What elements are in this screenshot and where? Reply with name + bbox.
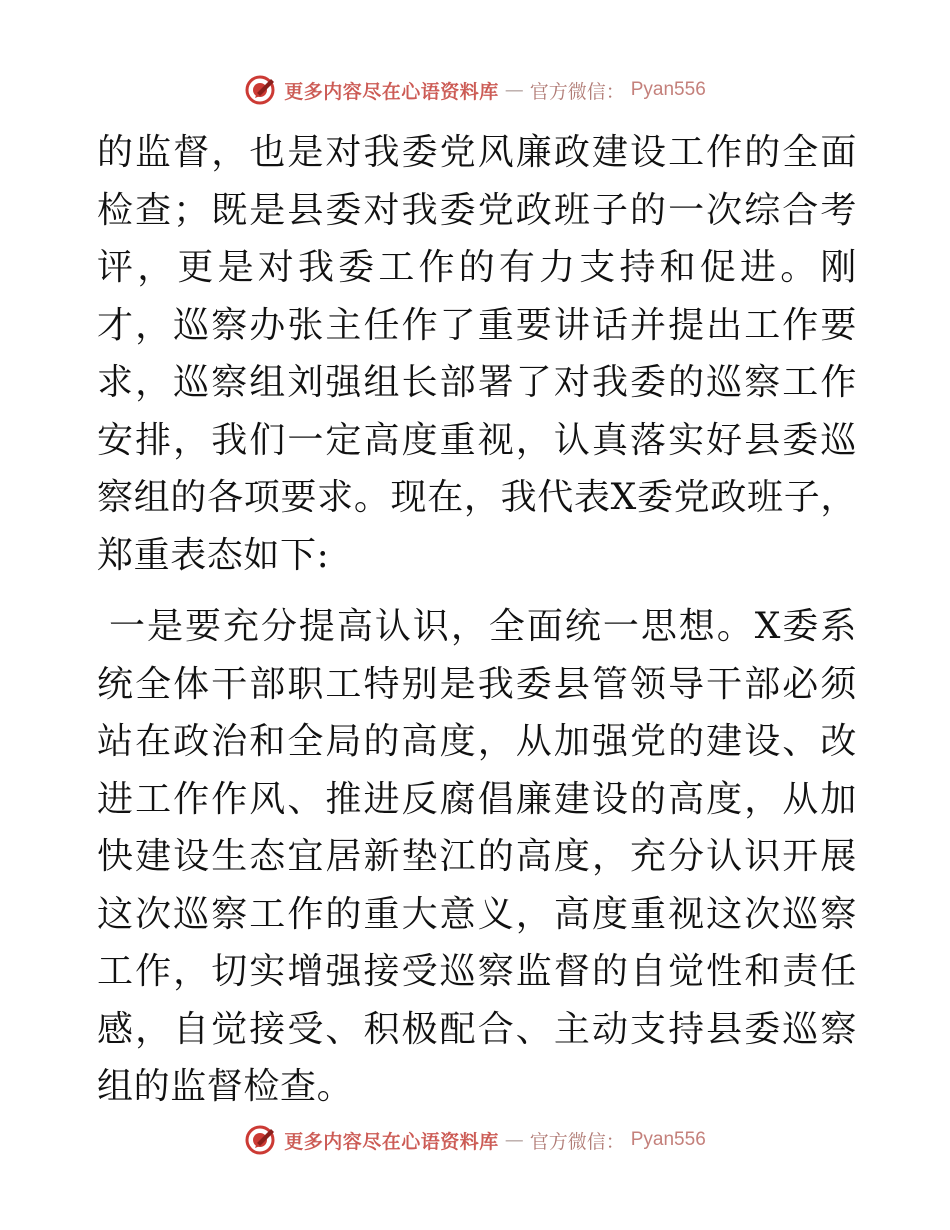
footer-watermark: [0, 1120, 950, 1160]
watermark-official-label: 官方微信：: [529, 1130, 625, 1153]
document-body: [97, 124, 857, 1116]
paragraph-2: 一是要充分提高认识，全面统一思想。X委系统全体干部职工特别是我委县管领导干部必须站在政治和全局的高度，从加强党的建设、改进工作作风、推进反腐倡廉建设的高度，从加快建设生态宜居新垫江的高度，充分认识开展这次巡察工作的重大意义，高度重视这次巡察工作，切实增强接受巡察监督的自觉性和责任感，自觉接受、积极配合、主动支持县委巡察组的监督检查。: [97, 606, 857, 1107]
watermark-dash: —: [504, 1129, 524, 1151]
watermark-wechat-id: Pyan556: [630, 79, 706, 100]
watermark-official-label: 官方微信：: [529, 80, 625, 103]
watermark-wechat-id: Pyan556: [630, 1129, 706, 1150]
header-watermark: [0, 70, 950, 110]
pen-logo-icon: [244, 73, 278, 107]
watermark-text: 更多内容尽在心语资料库: [284, 1130, 499, 1153]
pen-logo-icon: [244, 1123, 278, 1157]
watermark-text: 更多内容尽在心语资料库: [284, 80, 499, 103]
paragraph-1: 的监督，也是对我委党风廉政建设工作的全面检查；既是县委对我委党政班子的一次综合考评，更是对我委工作的有力支持和促进。刚才，巡察办张主任作了重要讲话并提出工作要求，巡察组刘强组长部署了对我委的巡察工作安排，我们一定高度重视，认真落实好县委巡察组的各项要求。现在，我代表X委党政班子，郑重表态如下:: [97, 132, 857, 576]
watermark-dash: —: [504, 79, 524, 101]
